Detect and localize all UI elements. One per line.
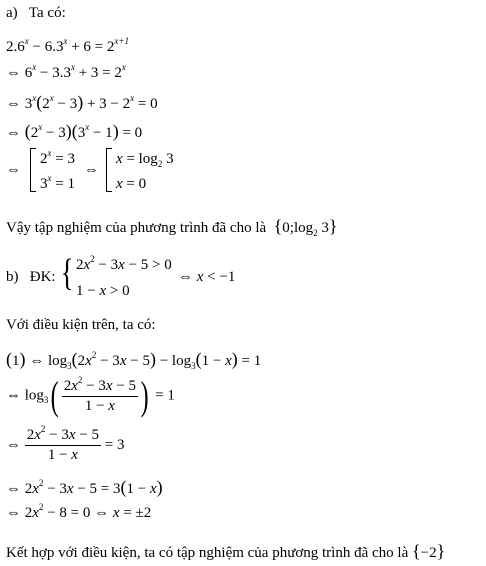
bracket-2-row-1: $x = \log_2 3$ <box>116 151 174 169</box>
bracket-1-row-2: $3^x = 1$ <box>40 173 75 192</box>
part-a-step-2: ⇔ $6^x - 3.3^x + 3 = 2^x$ <box>6 62 126 81</box>
part-a-step-5-arrow-2: ⇔ <box>84 162 99 178</box>
condition-label: ĐK: <box>29 269 56 285</box>
part-b-step-3: ⇔ $\frac{2x^2 - 3x - 5}{1 - x}$ = 3 <box>6 424 125 463</box>
part-b-step-1: (1) ⇔ $\log_3(2x^2 - 3x - 5) - \log_3(1 - x) = 1$ <box>6 349 262 371</box>
part-b-intro: Với điều kiện trên, ta có: <box>6 317 156 333</box>
part-a-step-4: ⇔ $(2^x - 3)(3^x - 1) = 0$ <box>6 121 143 141</box>
condition-result: ⇔ x < −1 <box>178 269 236 285</box>
condition-2: 1 − x > 0 <box>76 283 130 299</box>
part-a-heading: Ta có: <box>28 5 66 21</box>
part-b-label: b) ĐK: <box>6 269 56 285</box>
condition-brace: { <box>60 252 74 294</box>
part-a-step-1: $2.6^x - 6.3^x + 6 = 2^{x+1}$ <box>6 36 129 55</box>
part-a-conclusion: Vậy tập nghiệm của phương trình đã cho là {$0;\log_2$ 3} <box>6 216 338 238</box>
part-a-step-5-arrow: ⇔ <box>6 162 21 178</box>
bracket-2-row-2: x = 0 <box>116 176 147 192</box>
part-b-conclusion: Kết hợp với điều kiện, ta có tập nghiệm của phương trình đã cho là {−2} <box>6 541 446 561</box>
part-b-step-5: ⇔ $2x^2 - 8 = 0$ ⇔ x = ±2 <box>6 502 152 521</box>
part-a-step-3: ⇔ $3^x(2^x - 3) + 3 - 2^x = 0$ <box>6 92 158 112</box>
part-b-step-2: ⇔ $\log_3$( $\frac{2x^2 - 3x - 5}{1 - x}$ ) = 1 <box>6 373 175 418</box>
part-b-step-4: ⇔ $2x^2 - 3x - 5 = 3(1 - x)$ <box>6 477 163 497</box>
condition-1: $2x^2 - 3x - 5 > 0$ <box>76 254 172 273</box>
bracket-2 <box>106 148 112 192</box>
bracket-1-row-1: $2^x = 3$ <box>40 148 75 167</box>
part-a-label: a) Ta có: <box>6 5 66 21</box>
bracket-1 <box>30 148 36 192</box>
